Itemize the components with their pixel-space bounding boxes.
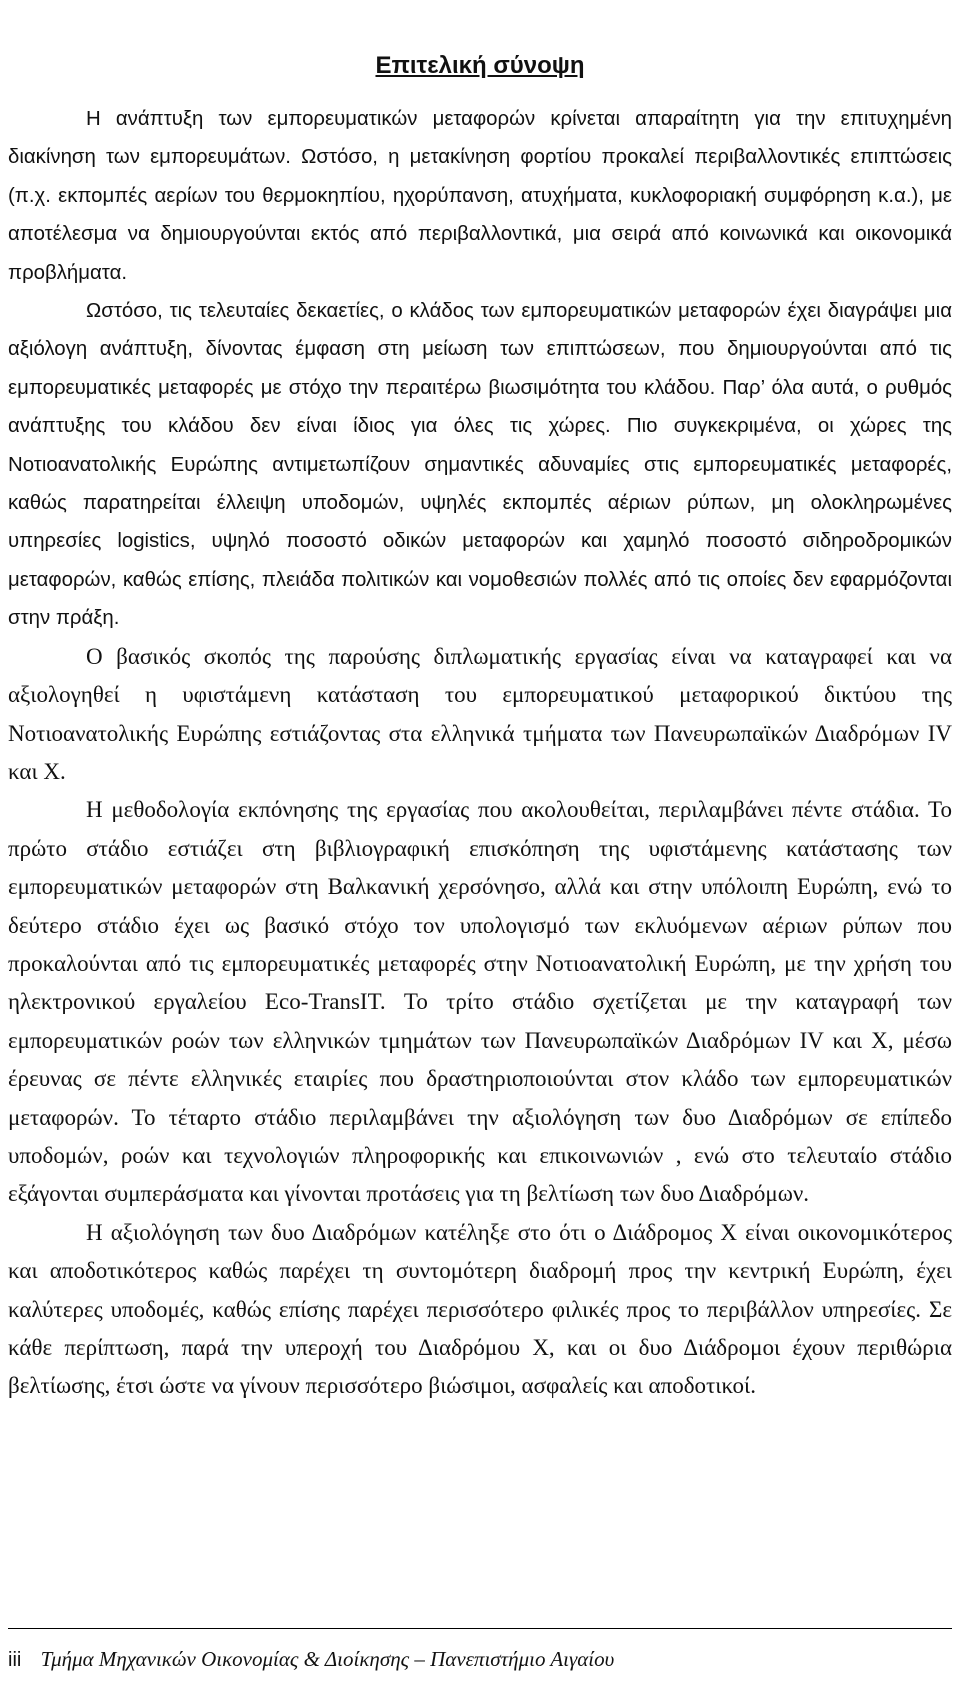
document-body bbox=[8, 100, 952, 1406]
page-footer bbox=[8, 1628, 952, 1672]
paragraph-methodology: Η μεθοδολογία εκπόνησης της εργασίας που ακολουθείται, περιλαμβάνει πέντε στάδια. Το πρώτο στάδιο εστιάζει στη βιβλιογραφική επισκόπηση της υφιστάμενης κατάστασης των εμπορευματικών μεταφορών στη Βαλκανική χερσόνησο, αλλά και στην υπόλοιπη Ευρώπη, ενώ το δεύτερο στάδιο έχει ως βασικό στόχο τον υπολογισμό των εκλυόμενων αέριων ρύπων που προκαλούνται από τις εμπορευματικές μεταφορές στην Νοτιοανατολική Ευρώπη, με την χρήση του ηλεκτρονικού εργαλείου Eco-TransIT. Το τρίτο στάδιο σχετίζεται με την καταγραφή των εμπορευματικών ροών των ελληνικών τμημάτων των Πανευρωπαϊκών Διαδρόμων IV και X, μέσω έρευνας σε πέντε ελληνικές εταιρίες που δραστηριοποιούνται στον κλάδο των εμπορευματικών μεταφορών. Το τέταρτο στάδιο περιλαμβάνει την αξιολόγηση των δυο Διαδρόμων σε επίπεδο υποδομών, ροών και τεχνολογιών πληροφορικής και επικοινωνιών , ενώ στο τελευταίο στάδιο εξάγονται συμπεράσματα και γίνονται προτάσεις για τη βελτίωση των δυο Διαδρόμων. bbox=[8, 797, 952, 1207]
footer-line bbox=[8, 1629, 952, 1672]
footer-institution: Τμήμα Μηχανικών Οικονομίας & Διοίκησης – Πανεπιστήμιο Αιγαίου bbox=[40, 1647, 615, 1671]
footer-page-number: iii bbox=[8, 1649, 22, 1671]
paragraph-conclusion: Η αξιολόγηση των δυο Διαδρόμων κατέληξε στο ότι ο Διάδρομος X είναι οικονομικότερος και αποδοτικότερος καθώς παρέχει τη συντομότερη διαδρομή προς την κεντρική Ευρώπη, έχει καλύτερες υποδομές, καθώς επίσης παρέχει περισσότερο φιλικές προς το περιβάλλον υπηρεσίες. Σε κάθε περίπτωση, παρά την υπεροχή του Διαδρόμου X, και οι δυο Διάδρομοι έχουν περιθώρια βελτίωσης, έτσι ώστε να γίνουν περισσότερο βιώσιμοι, ασφαλείς και αποδοτικοί. bbox=[8, 1219, 952, 1399]
paragraph-context: Ωστόσο, τις τελευταίες δεκαετίες, ο κλάδος των εμπορευματικών μεταφορών έχει διαγράψει μια αξιόλογη ανάπτυξη, δίνοντας έμφαση στη μείωση των επιπτώσεων, που δημιουργούνται από τις εμπορευματικές μεταφορές με στόχο την περαιτέρω βιωσιμότητα του κλάδου. Παρ’ όλα αυτά, ο ρυθμός ανάπτυξης του κλάδου δεν είναι ίδιος για όλες τις χώρες. Πιο συγκεκριμένα, οι χώρες της Νοτιοανατολικής Ευρώπης αντιμετωπίζουν σημαντικές αδυναμίες στις εμπορευματικές μεταφορές, καθώς παρατηρείται έλλειψη υποδομών, υψηλές εκπομπές αέριων ρύπων, μη ολοκληρωμένες υπηρεσίες logistics, υψηλό ποσοστό οδικών μεταφορών και χαμηλό ποσοστό σιδηροδρομικών μεταφορών, καθώς επίσης, πλειάδα πολιτικών και νομοθεσιών πολλές από τις οποίες δεν εφαρμόζονται στην πράξη. bbox=[8, 300, 952, 630]
page-title: Επιτελική σύνοψη bbox=[375, 52, 585, 79]
paragraph-aim: Ο βασικός σκοπός της παρούσης διπλωματικής εργασίας είναι να καταγραφεί και να αξιολογηθεί η υφιστάμενη κατάσταση του εμπορευματικού μεταφορικού δικτύου της Νοτιοανατολικής Ευρώπης εστιάζοντας στα ελληνικά τμήματα των Πανευρωπαϊκών Διαδρόμων IV και X. bbox=[8, 643, 952, 784]
paragraph-intro: Η ανάπτυξη των εμπορευματικών μεταφορών κρίνεται απαραίτητη για την επιτυχημένη διακίνηση των εμπορευμάτων. Ωστόσο, η μετακίνηση φορτίου προκαλεί περιβαλλοντικές επιπτώσεις (π.χ. εκπομπές αερίων του θερμοκηπίου, ηχορύπανση, ατυχήματα, κυκλοφοριακή συμφόρηση κ.α.), με αποτέλεσμα να δημιουργούνται εκτός από περιβαλλοντικά, μια σειρά από κοινωνικά και οικονομικά προβλήματα. bbox=[8, 108, 952, 284]
